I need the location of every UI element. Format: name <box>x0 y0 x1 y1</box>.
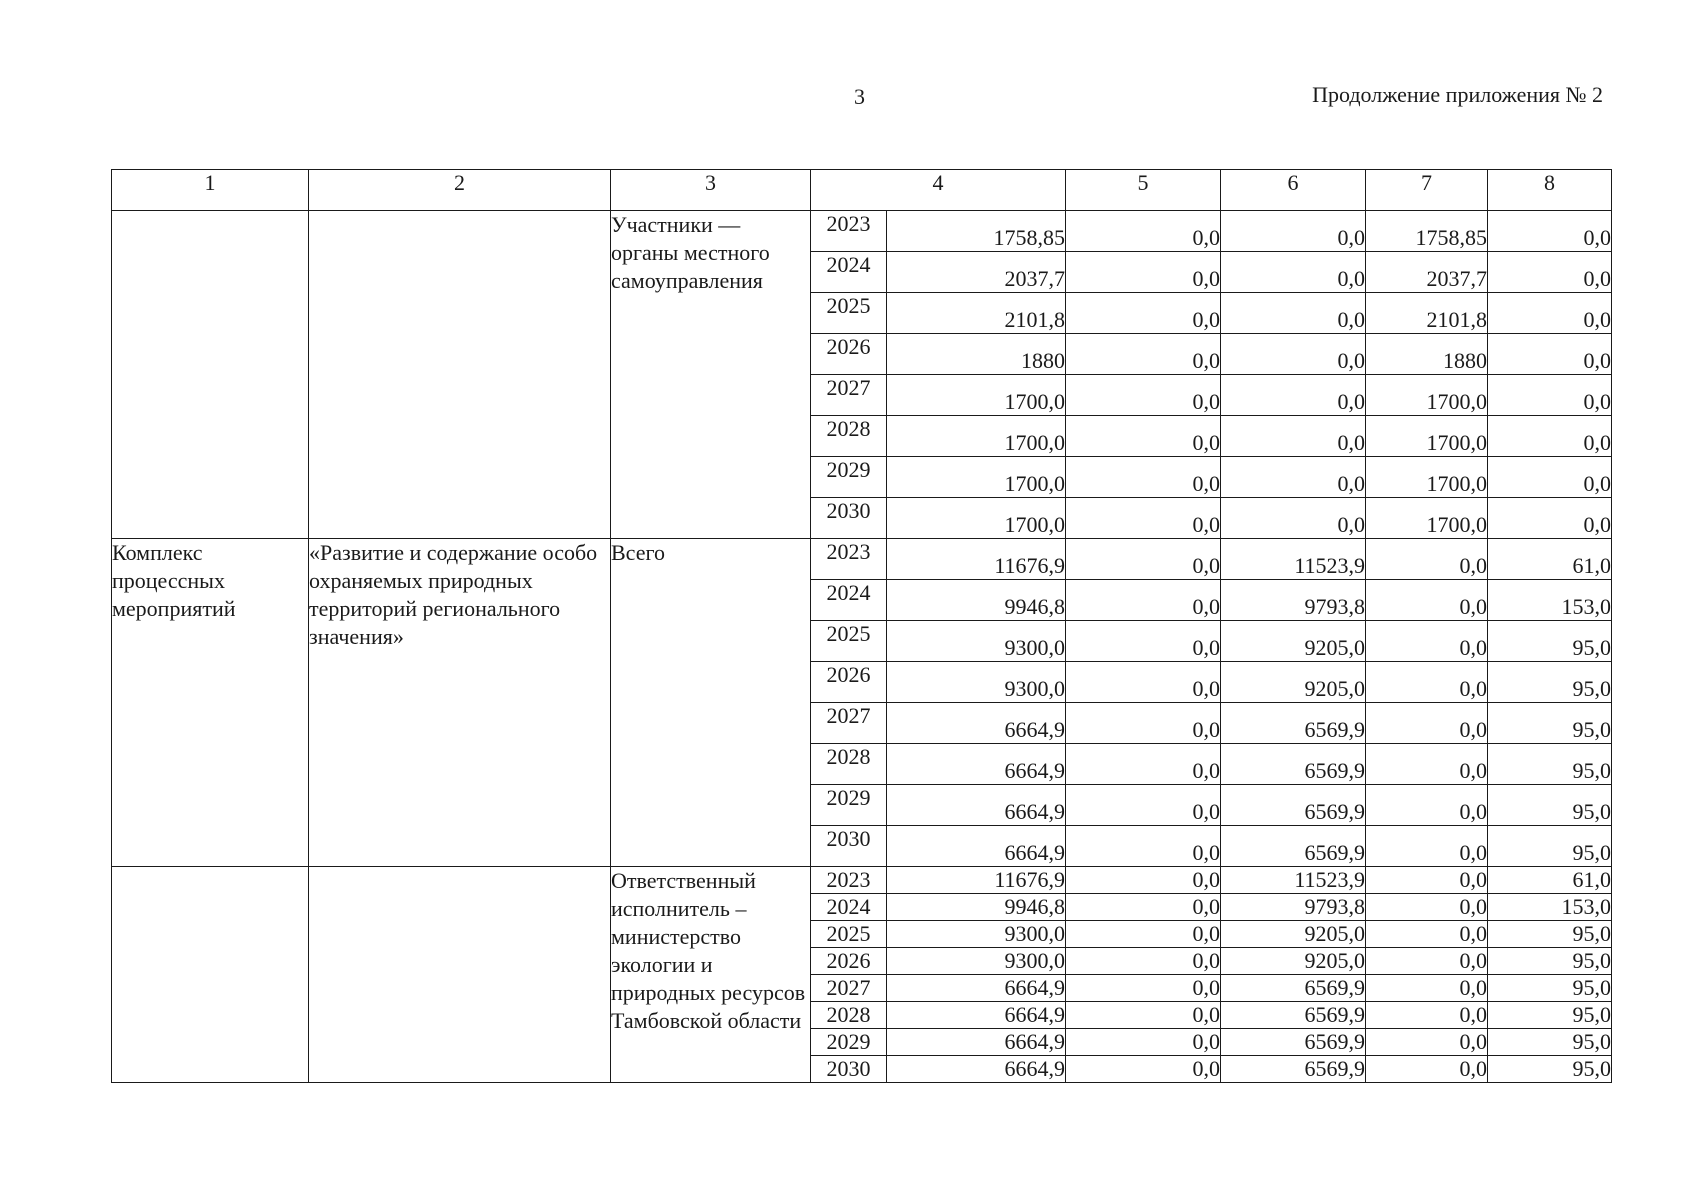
column-header: 6 <box>1221 170 1366 211</box>
value-cell: 9300,0 <box>887 621 1066 662</box>
value-cell: 6569,9 <box>1221 1029 1366 1056</box>
value-cell: 11676,9 <box>887 539 1066 580</box>
value-cell: 0,0 <box>1366 703 1488 744</box>
value-cell: 0,0 <box>1366 621 1488 662</box>
value-cell: 1700,0 <box>1366 498 1488 539</box>
value-cell: 11523,9 <box>1221 867 1366 894</box>
value-cell: 0,0 <box>1366 1002 1488 1029</box>
value-cell: 9300,0 <box>887 662 1066 703</box>
value-cell: 9946,8 <box>887 580 1066 621</box>
value-cell: 95,0 <box>1488 826 1612 867</box>
value-cell: 9946,8 <box>887 894 1066 921</box>
year-cell: 2029 <box>811 785 887 826</box>
value-cell: 0,0 <box>1488 375 1612 416</box>
column-header: 1 <box>112 170 309 211</box>
value-cell: 0,0 <box>1066 1056 1221 1083</box>
value-cell: 0,0 <box>1066 921 1221 948</box>
year-cell: 2030 <box>811 1056 887 1083</box>
value-cell: 6664,9 <box>887 975 1066 1002</box>
value-cell: 61,0 <box>1488 539 1612 580</box>
appendix-continuation-note: Продолжение приложения № 2 <box>1312 82 1603 107</box>
value-cell: 61,0 <box>1488 867 1612 894</box>
value-cell: 9793,8 <box>1221 580 1366 621</box>
value-cell: 0,0 <box>1488 293 1612 334</box>
value-cell: 2101,8 <box>1366 293 1488 334</box>
value-cell: 0,0 <box>1366 744 1488 785</box>
value-cell: 0,0 <box>1221 498 1366 539</box>
value-cell: 2037,7 <box>887 252 1066 293</box>
value-cell: 6664,9 <box>887 785 1066 826</box>
value-cell: 0,0 <box>1488 498 1612 539</box>
column-header: 3 <box>611 170 811 211</box>
year-cell: 2025 <box>811 921 887 948</box>
year-cell: 2028 <box>811 744 887 785</box>
value-cell: 95,0 <box>1488 1029 1612 1056</box>
row-group-executor: Участники — органы местного самоуправления <box>611 211 811 539</box>
value-cell: 6569,9 <box>1221 744 1366 785</box>
year-cell: 2027 <box>811 375 887 416</box>
value-cell: 1880 <box>1366 334 1488 375</box>
year-cell: 2025 <box>811 293 887 334</box>
value-cell: 0,0 <box>1066 662 1221 703</box>
value-cell: 0,0 <box>1221 375 1366 416</box>
value-cell: 1700,0 <box>1366 416 1488 457</box>
value-cell: 0,0 <box>1066 1029 1221 1056</box>
value-cell: 95,0 <box>1488 744 1612 785</box>
value-cell: 0,0 <box>1066 785 1221 826</box>
year-cell: 2023 <box>811 539 887 580</box>
row-group-title: «Развитие и содержание особо охраняемых природных территорий регионального значения» <box>309 539 611 867</box>
year-cell: 2029 <box>811 457 887 498</box>
value-cell: 0,0 <box>1488 334 1612 375</box>
value-cell: 0,0 <box>1066 293 1221 334</box>
value-cell: 0,0 <box>1066 211 1221 252</box>
value-cell: 0,0 <box>1366 975 1488 1002</box>
year-cell: 2029 <box>811 1029 887 1056</box>
value-cell: 95,0 <box>1488 621 1612 662</box>
year-cell: 2030 <box>811 498 887 539</box>
value-cell: 0,0 <box>1066 1002 1221 1029</box>
value-cell: 9205,0 <box>1221 621 1366 662</box>
column-header: 8 <box>1488 170 1612 211</box>
value-cell: 95,0 <box>1488 703 1612 744</box>
value-cell: 0,0 <box>1488 457 1612 498</box>
value-cell: 11523,9 <box>1221 539 1366 580</box>
value-cell: 95,0 <box>1488 948 1612 975</box>
value-cell: 0,0 <box>1366 1056 1488 1083</box>
value-cell: 1700,0 <box>1366 375 1488 416</box>
value-cell: 0,0 <box>1066 539 1221 580</box>
value-cell: 95,0 <box>1488 975 1612 1002</box>
year-cell: 2024 <box>811 580 887 621</box>
value-cell: 6569,9 <box>1221 785 1366 826</box>
value-cell: 0,0 <box>1221 211 1366 252</box>
value-cell: 0,0 <box>1066 416 1221 457</box>
value-cell: 0,0 <box>1066 948 1221 975</box>
value-cell: 0,0 <box>1221 252 1366 293</box>
year-cell: 2023 <box>811 867 887 894</box>
year-cell: 2026 <box>811 662 887 703</box>
row-group-type <box>112 867 309 1083</box>
value-cell: 9205,0 <box>1221 662 1366 703</box>
value-cell: 0,0 <box>1066 334 1221 375</box>
value-cell: 1880 <box>887 334 1066 375</box>
value-cell: 95,0 <box>1488 921 1612 948</box>
year-cell: 2024 <box>811 894 887 921</box>
row-group-executor: Всего <box>611 539 811 867</box>
value-cell: 0,0 <box>1366 826 1488 867</box>
value-cell: 0,0 <box>1066 580 1221 621</box>
value-cell: 0,0 <box>1221 334 1366 375</box>
value-cell: 6569,9 <box>1221 826 1366 867</box>
column-number-row <box>112 170 1612 211</box>
value-cell: 6569,9 <box>1221 1002 1366 1029</box>
value-cell: 0,0 <box>1066 894 1221 921</box>
value-cell: 6664,9 <box>887 744 1066 785</box>
value-cell: 1700,0 <box>1366 457 1488 498</box>
value-cell: 6569,9 <box>1221 703 1366 744</box>
value-cell: 0,0 <box>1488 211 1612 252</box>
value-cell: 0,0 <box>1366 894 1488 921</box>
value-cell: 1758,85 <box>1366 211 1488 252</box>
value-cell: 0,0 <box>1066 252 1221 293</box>
value-cell: 1758,85 <box>887 211 1066 252</box>
value-cell: 0,0 <box>1066 826 1221 867</box>
column-header: 5 <box>1066 170 1221 211</box>
value-cell: 6664,9 <box>887 1056 1066 1083</box>
value-cell: 95,0 <box>1488 1056 1612 1083</box>
value-cell: 9793,8 <box>1221 894 1366 921</box>
value-cell: 95,0 <box>1488 785 1612 826</box>
year-cell: 2026 <box>811 334 887 375</box>
value-cell: 2037,7 <box>1366 252 1488 293</box>
value-cell: 0,0 <box>1066 975 1221 1002</box>
value-cell: 9205,0 <box>1221 921 1366 948</box>
value-cell: 0,0 <box>1366 580 1488 621</box>
budget-table <box>111 169 1612 1083</box>
value-cell: 0,0 <box>1066 867 1221 894</box>
value-cell: 6664,9 <box>887 826 1066 867</box>
value-cell: 0,0 <box>1488 416 1612 457</box>
column-header: 4 <box>811 170 1066 211</box>
value-cell: 0,0 <box>1066 621 1221 662</box>
row-group-title <box>309 211 611 539</box>
value-cell: 0,0 <box>1366 921 1488 948</box>
value-cell: 0,0 <box>1221 457 1366 498</box>
value-cell: 6569,9 <box>1221 975 1366 1002</box>
row-group-type <box>112 211 309 539</box>
value-cell: 6664,9 <box>887 703 1066 744</box>
value-cell: 0,0 <box>1366 785 1488 826</box>
value-cell: 95,0 <box>1488 1002 1612 1029</box>
row-group-title <box>309 867 611 1083</box>
value-cell: 0,0 <box>1488 252 1612 293</box>
value-cell: 0,0 <box>1066 375 1221 416</box>
value-cell: 11676,9 <box>887 867 1066 894</box>
value-cell: 6664,9 <box>887 1002 1066 1029</box>
page-number: 3 <box>854 84 865 109</box>
value-cell: 1700,0 <box>887 375 1066 416</box>
value-cell: 0,0 <box>1066 457 1221 498</box>
value-cell: 153,0 <box>1488 580 1612 621</box>
value-cell: 6664,9 <box>887 1029 1066 1056</box>
value-cell: 0,0 <box>1366 539 1488 580</box>
value-cell: 0,0 <box>1221 416 1366 457</box>
value-cell: 9300,0 <box>887 948 1066 975</box>
value-cell: 9300,0 <box>887 921 1066 948</box>
year-cell: 2024 <box>811 252 887 293</box>
year-cell: 2027 <box>811 975 887 1002</box>
value-cell: 153,0 <box>1488 894 1612 921</box>
year-cell: 2030 <box>811 826 887 867</box>
column-header: 2 <box>309 170 611 211</box>
value-cell: 1700,0 <box>887 498 1066 539</box>
value-cell: 0,0 <box>1366 867 1488 894</box>
row-group-executor: Ответственный исполнитель – министерство экологии и природных ресурсов Тамбовской области <box>611 867 811 1083</box>
column-header: 7 <box>1366 170 1488 211</box>
value-cell: 0,0 <box>1366 662 1488 703</box>
value-cell: 0,0 <box>1066 498 1221 539</box>
year-cell: 2028 <box>811 1002 887 1029</box>
value-cell: 0,0 <box>1066 703 1221 744</box>
year-cell: 2028 <box>811 416 887 457</box>
value-cell: 0,0 <box>1066 744 1221 785</box>
value-cell: 95,0 <box>1488 662 1612 703</box>
row-group-type: Комплекс процессных мероприятий <box>112 539 309 867</box>
value-cell: 0,0 <box>1366 1029 1488 1056</box>
value-cell: 2101,8 <box>887 293 1066 334</box>
table-row <box>112 867 1612 894</box>
year-cell: 2026 <box>811 948 887 975</box>
year-cell: 2023 <box>811 211 887 252</box>
value-cell: 0,0 <box>1366 948 1488 975</box>
value-cell: 9205,0 <box>1221 948 1366 975</box>
table-row <box>112 539 1612 580</box>
value-cell: 0,0 <box>1221 293 1366 334</box>
table-row <box>112 211 1612 252</box>
year-cell: 2027 <box>811 703 887 744</box>
value-cell: 1700,0 <box>887 416 1066 457</box>
value-cell: 1700,0 <box>887 457 1066 498</box>
value-cell: 6569,9 <box>1221 1056 1366 1083</box>
year-cell: 2025 <box>811 621 887 662</box>
